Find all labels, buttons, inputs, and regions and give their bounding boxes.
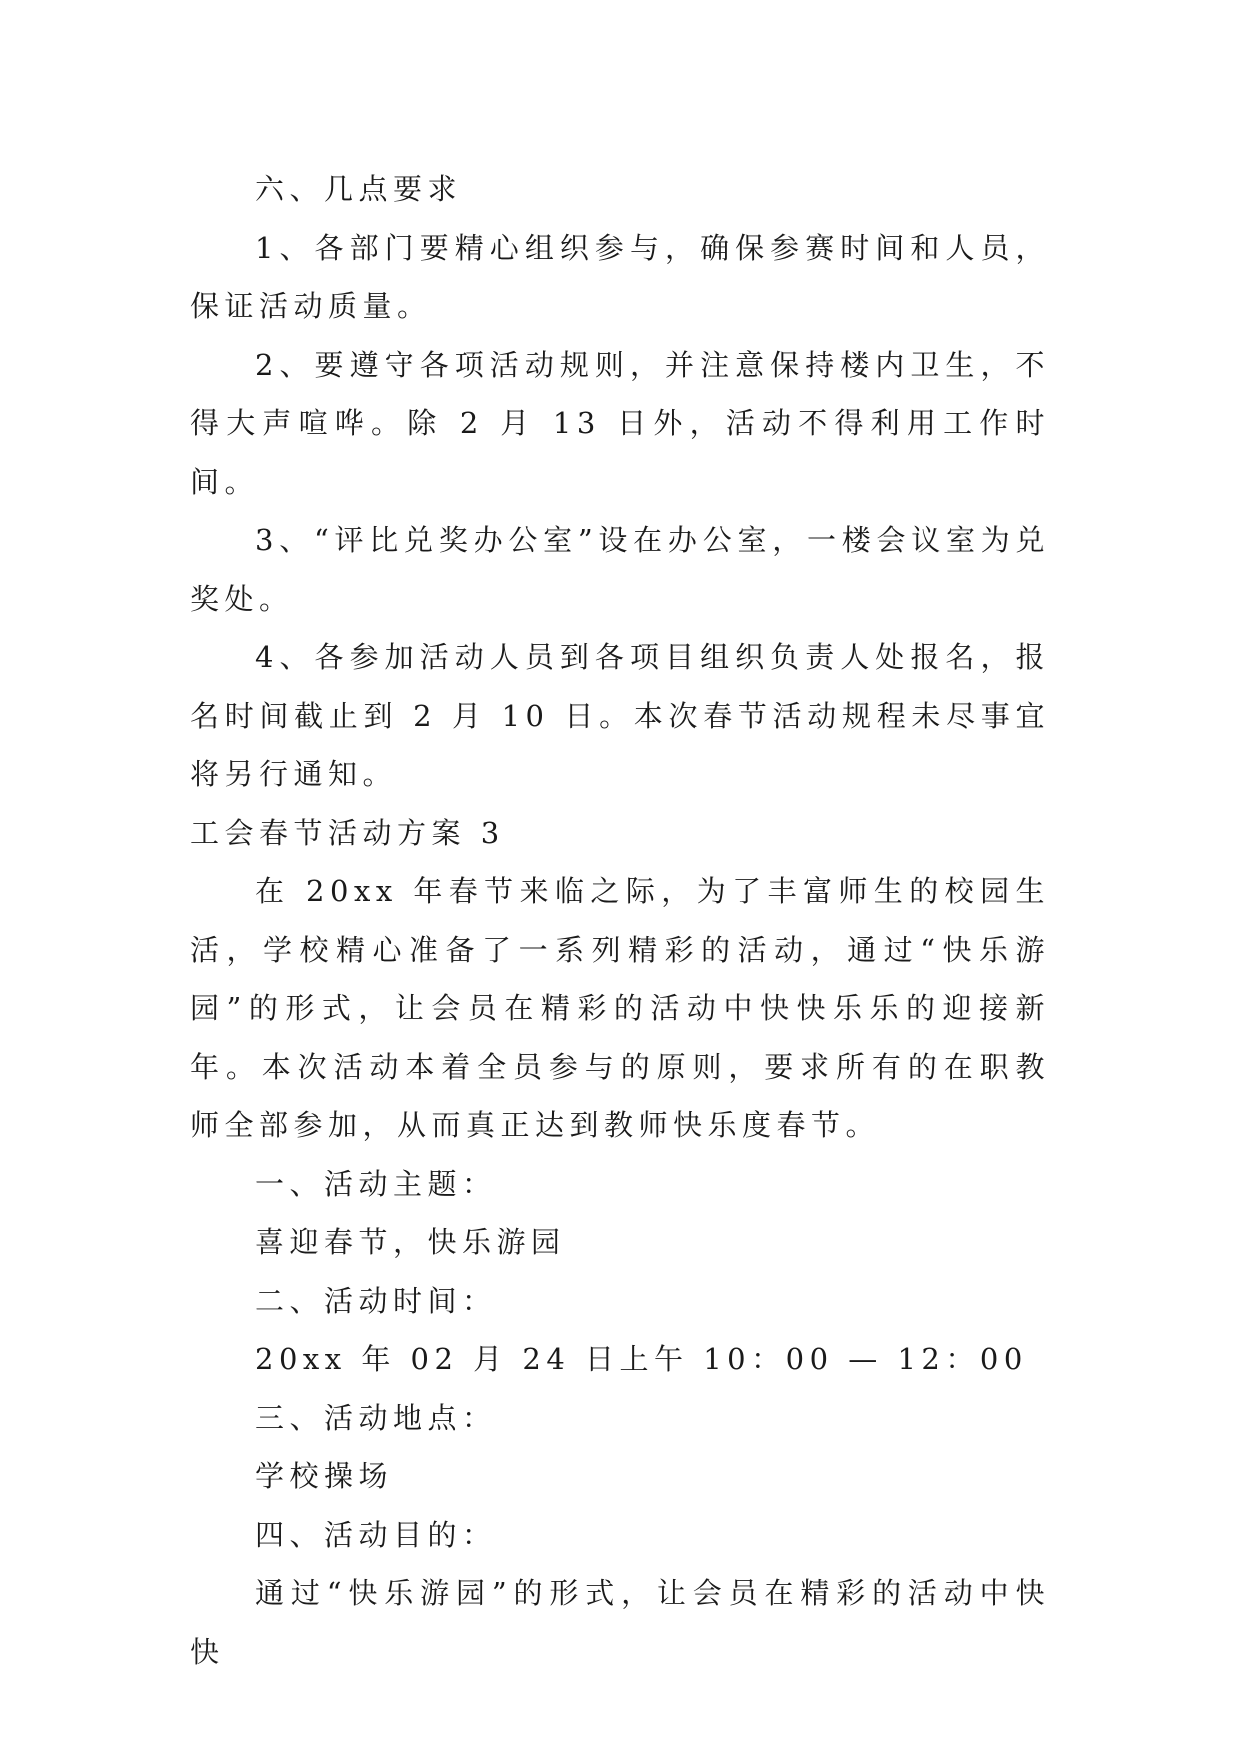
location-value: 学校操场 bbox=[255, 1459, 394, 1493]
requirement-item-4: 4、各参加活动人员到各项目组织负责人处报名，报名时间截止到 2 月 10 日。本次春节活动规程未尽事宜将另行通知。 bbox=[190, 640, 1050, 791]
section-heading-location: 三、活动地点： bbox=[255, 1400, 497, 1435]
requirement-item-3: 3、“评比兑奖办公室”设在办公室，一楼会议室为兑奖处。 bbox=[190, 523, 1050, 616]
section-heading-time: 二、活动时间： bbox=[255, 1283, 497, 1318]
section-heading-theme: 一、活动主题： bbox=[255, 1166, 497, 1201]
plan-title: 工会春节活动方案 3 bbox=[190, 815, 505, 850]
plan-intro-paragraph: 在 20xx 年春节来临之际，为了丰富师生的校园生活，学校精心准备了一系列精彩的活动，通过“快乐游园”的形式，让会员在精彩的活动中快快乐乐的迎接新年。本次活动本着全员参与的原则，要求所有的在职教师全部参加，从而真正达到教师快乐度春节。 bbox=[190, 874, 1050, 1142]
requirement-item-1: 1、各部门要精心组织参与，确保参赛时间和人员，保证活动质量。 bbox=[190, 230, 1050, 323]
section-heading-purpose: 四、活动目的： bbox=[255, 1517, 497, 1552]
theme-value: 喜迎春节，快乐游园 bbox=[255, 1225, 566, 1259]
document-body bbox=[190, 160, 1050, 1681]
section-heading-requirements: 六、几点要求 bbox=[255, 172, 463, 206]
purpose-paragraph: 通过“快乐游园”的形式，让会员在精彩的活动中快快 bbox=[190, 1576, 1050, 1669]
time-value: 20xx 年 02 月 24 日上午 10：00 — 12：00 bbox=[255, 1342, 1028, 1376]
requirement-item-2: 2、要遵守各项活动规则，并注意保持楼内卫生，不得大声喧哗。除 2 月 13 日外，活动不得利用工作时间。 bbox=[190, 347, 1050, 499]
